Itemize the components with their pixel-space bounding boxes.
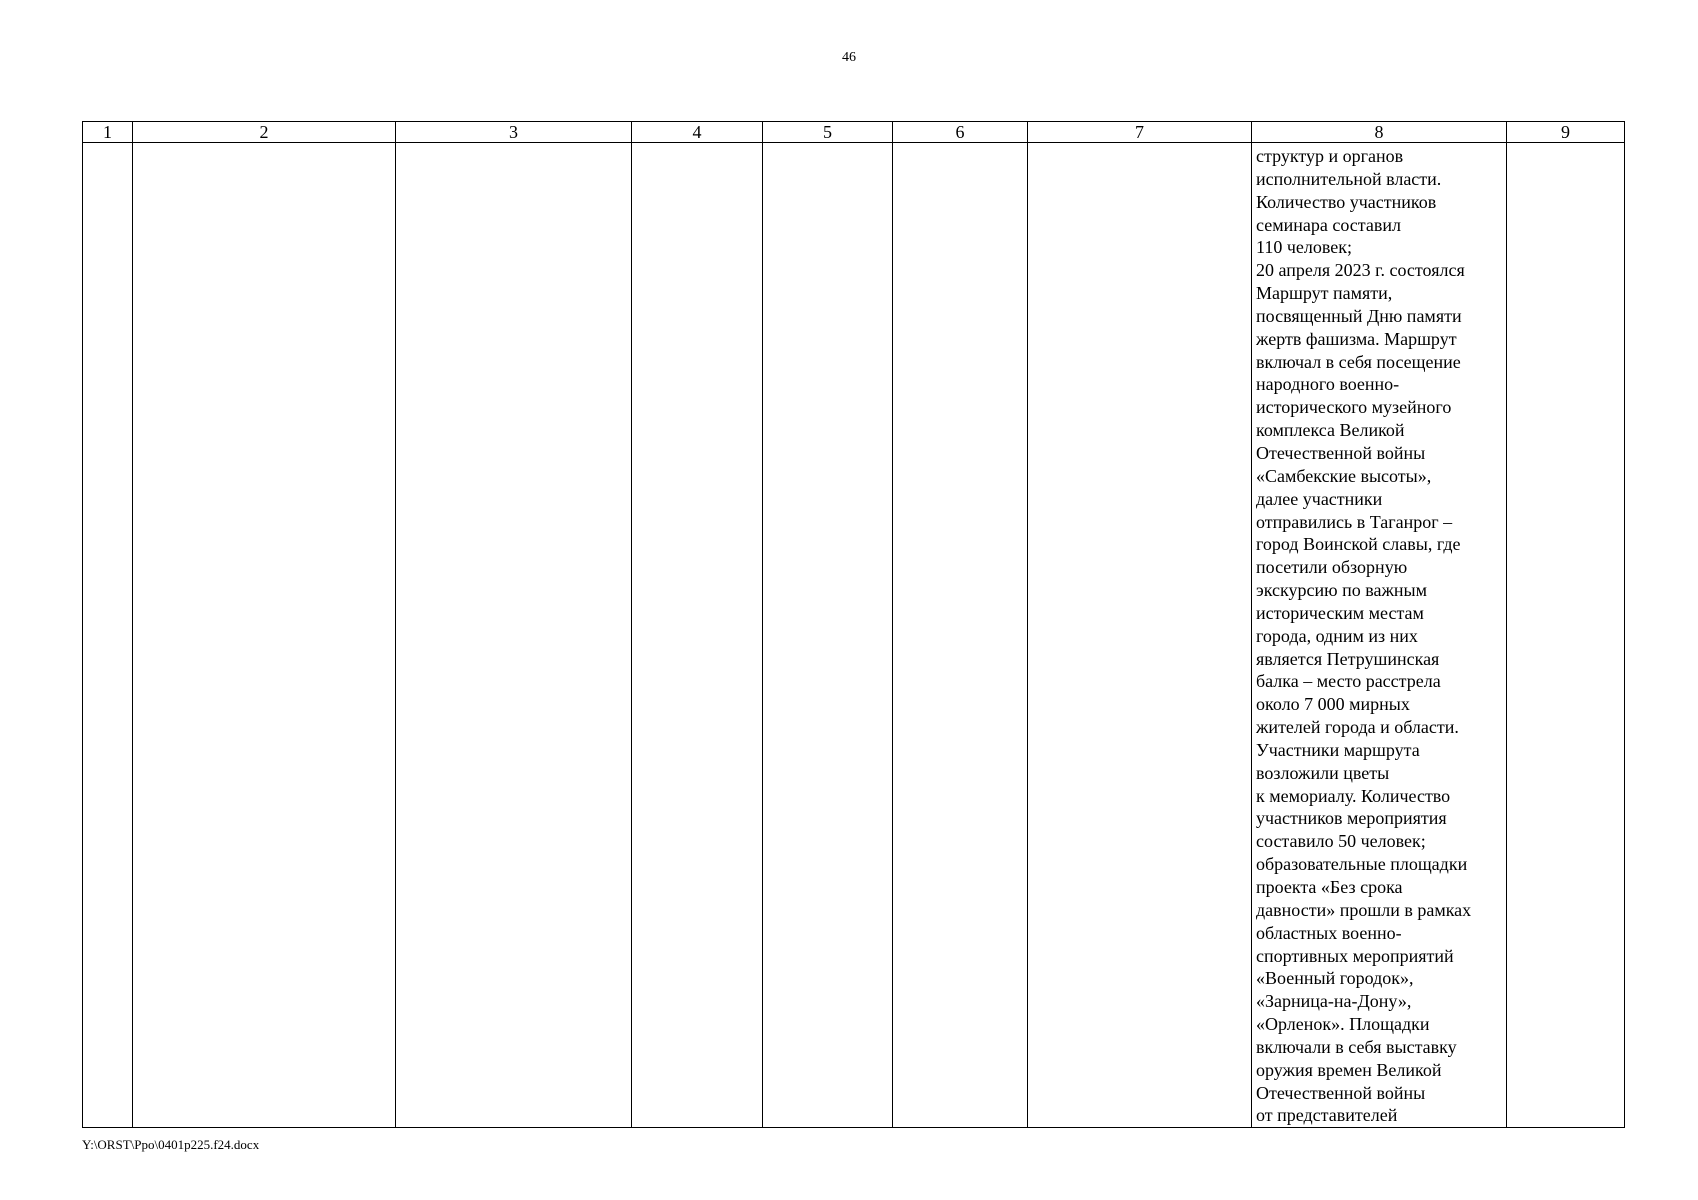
text-line: жертв фашизма. Маршрут: [1256, 328, 1457, 349]
text-line: города, одним из них: [1256, 625, 1418, 646]
cell-col-3: [396, 143, 632, 1128]
column-header-2: 2: [133, 122, 396, 143]
text-line: структур и органов: [1256, 146, 1404, 166]
text-line: около 7 000 мирных: [1256, 694, 1410, 715]
text-line: проекта «Без срока: [1256, 877, 1403, 897]
text-line: далее участники: [1256, 488, 1383, 509]
cell-col-5: [763, 143, 893, 1128]
text-line: возложили цветы: [1256, 762, 1390, 783]
column-header-9: 9: [1507, 122, 1625, 143]
main-table: [82, 121, 1625, 1128]
text-line: комплекса Великой: [1256, 420, 1405, 441]
text-line: является Петрушинская: [1256, 648, 1440, 669]
column-header-4: 4: [632, 122, 763, 143]
text-line: исторического музейного: [1256, 397, 1452, 418]
text-line: историческим местам: [1256, 602, 1424, 623]
cell-col-6: [893, 143, 1028, 1128]
text-line: семинара составил: [1256, 214, 1401, 235]
column-header-1: 1: [83, 122, 133, 143]
text-line: балка – место расстрела: [1256, 671, 1441, 692]
text-line: давности» прошли в рамках: [1256, 899, 1472, 920]
text-line: Участники маршрута: [1256, 739, 1420, 760]
text-line: Маршрут памяти,: [1256, 283, 1393, 304]
text-line: народного военно-: [1256, 374, 1400, 395]
text-line: 20 апреля 2023 г. состоялся: [1256, 260, 1465, 281]
text-line: к мемориалу. Количество: [1256, 785, 1451, 806]
cell-col-2: [133, 143, 396, 1128]
text-line: оружия времен Великой: [1256, 1059, 1442, 1080]
text-line: посетили обзорную: [1256, 557, 1408, 578]
cell-col-1: [83, 143, 133, 1128]
text-line: 110 человек;: [1256, 237, 1352, 258]
cell-col-4: [632, 143, 763, 1128]
column-header-7: 7: [1028, 122, 1252, 143]
column-number-row: [83, 122, 1625, 143]
column-header-5: 5: [763, 122, 893, 143]
text-line: составило 50 человек;: [1256, 831, 1426, 852]
text-line: «Самбекские высоты»,: [1256, 465, 1432, 486]
text-line: включали в себя выставку: [1256, 1036, 1457, 1057]
text-line: исполнительной власти.: [1256, 168, 1442, 189]
cell-col-8: [1252, 143, 1507, 1128]
text-line: «Зарница-на-Дону»,: [1256, 991, 1412, 1012]
text-line: «Орленок». Площадки: [1256, 1014, 1430, 1035]
page-number: 46: [842, 50, 856, 65]
text-line: областных военно-: [1256, 922, 1402, 943]
text-line: жителей города и области.: [1256, 717, 1459, 738]
text-line: город Воинской славы, где: [1256, 534, 1461, 555]
text-line: посвященный Дню памяти: [1256, 305, 1462, 326]
text-line: Отечественной войны: [1256, 442, 1426, 463]
column-header-8: 8: [1252, 122, 1507, 143]
text-line: спортивных мероприятий: [1256, 945, 1454, 966]
col8-text-block: [1252, 143, 1506, 1127]
text-line: Количество участников: [1256, 191, 1437, 212]
cell-col-9: [1507, 143, 1625, 1128]
column-header-6: 6: [893, 122, 1028, 143]
text-line: отправились в Таганрог –: [1256, 511, 1453, 532]
text-line: «Военный городок»,: [1256, 968, 1414, 989]
file-path-footer: Y:\ORST\Ppo\0401p225.f24.docx: [82, 1137, 260, 1152]
text-line: от представителей: [1256, 1105, 1398, 1126]
text-line: Отечественной войны: [1256, 1082, 1426, 1103]
text-line: участников мероприятия: [1256, 808, 1447, 829]
column-header-3: 3: [396, 122, 632, 143]
table-row: [83, 143, 1625, 1128]
text-line: образовательные площадки: [1256, 854, 1468, 875]
cell-col-7: [1028, 143, 1252, 1128]
text-line: включал в себя посещение: [1256, 351, 1461, 372]
text-line: экскурсию по важным: [1256, 580, 1428, 601]
